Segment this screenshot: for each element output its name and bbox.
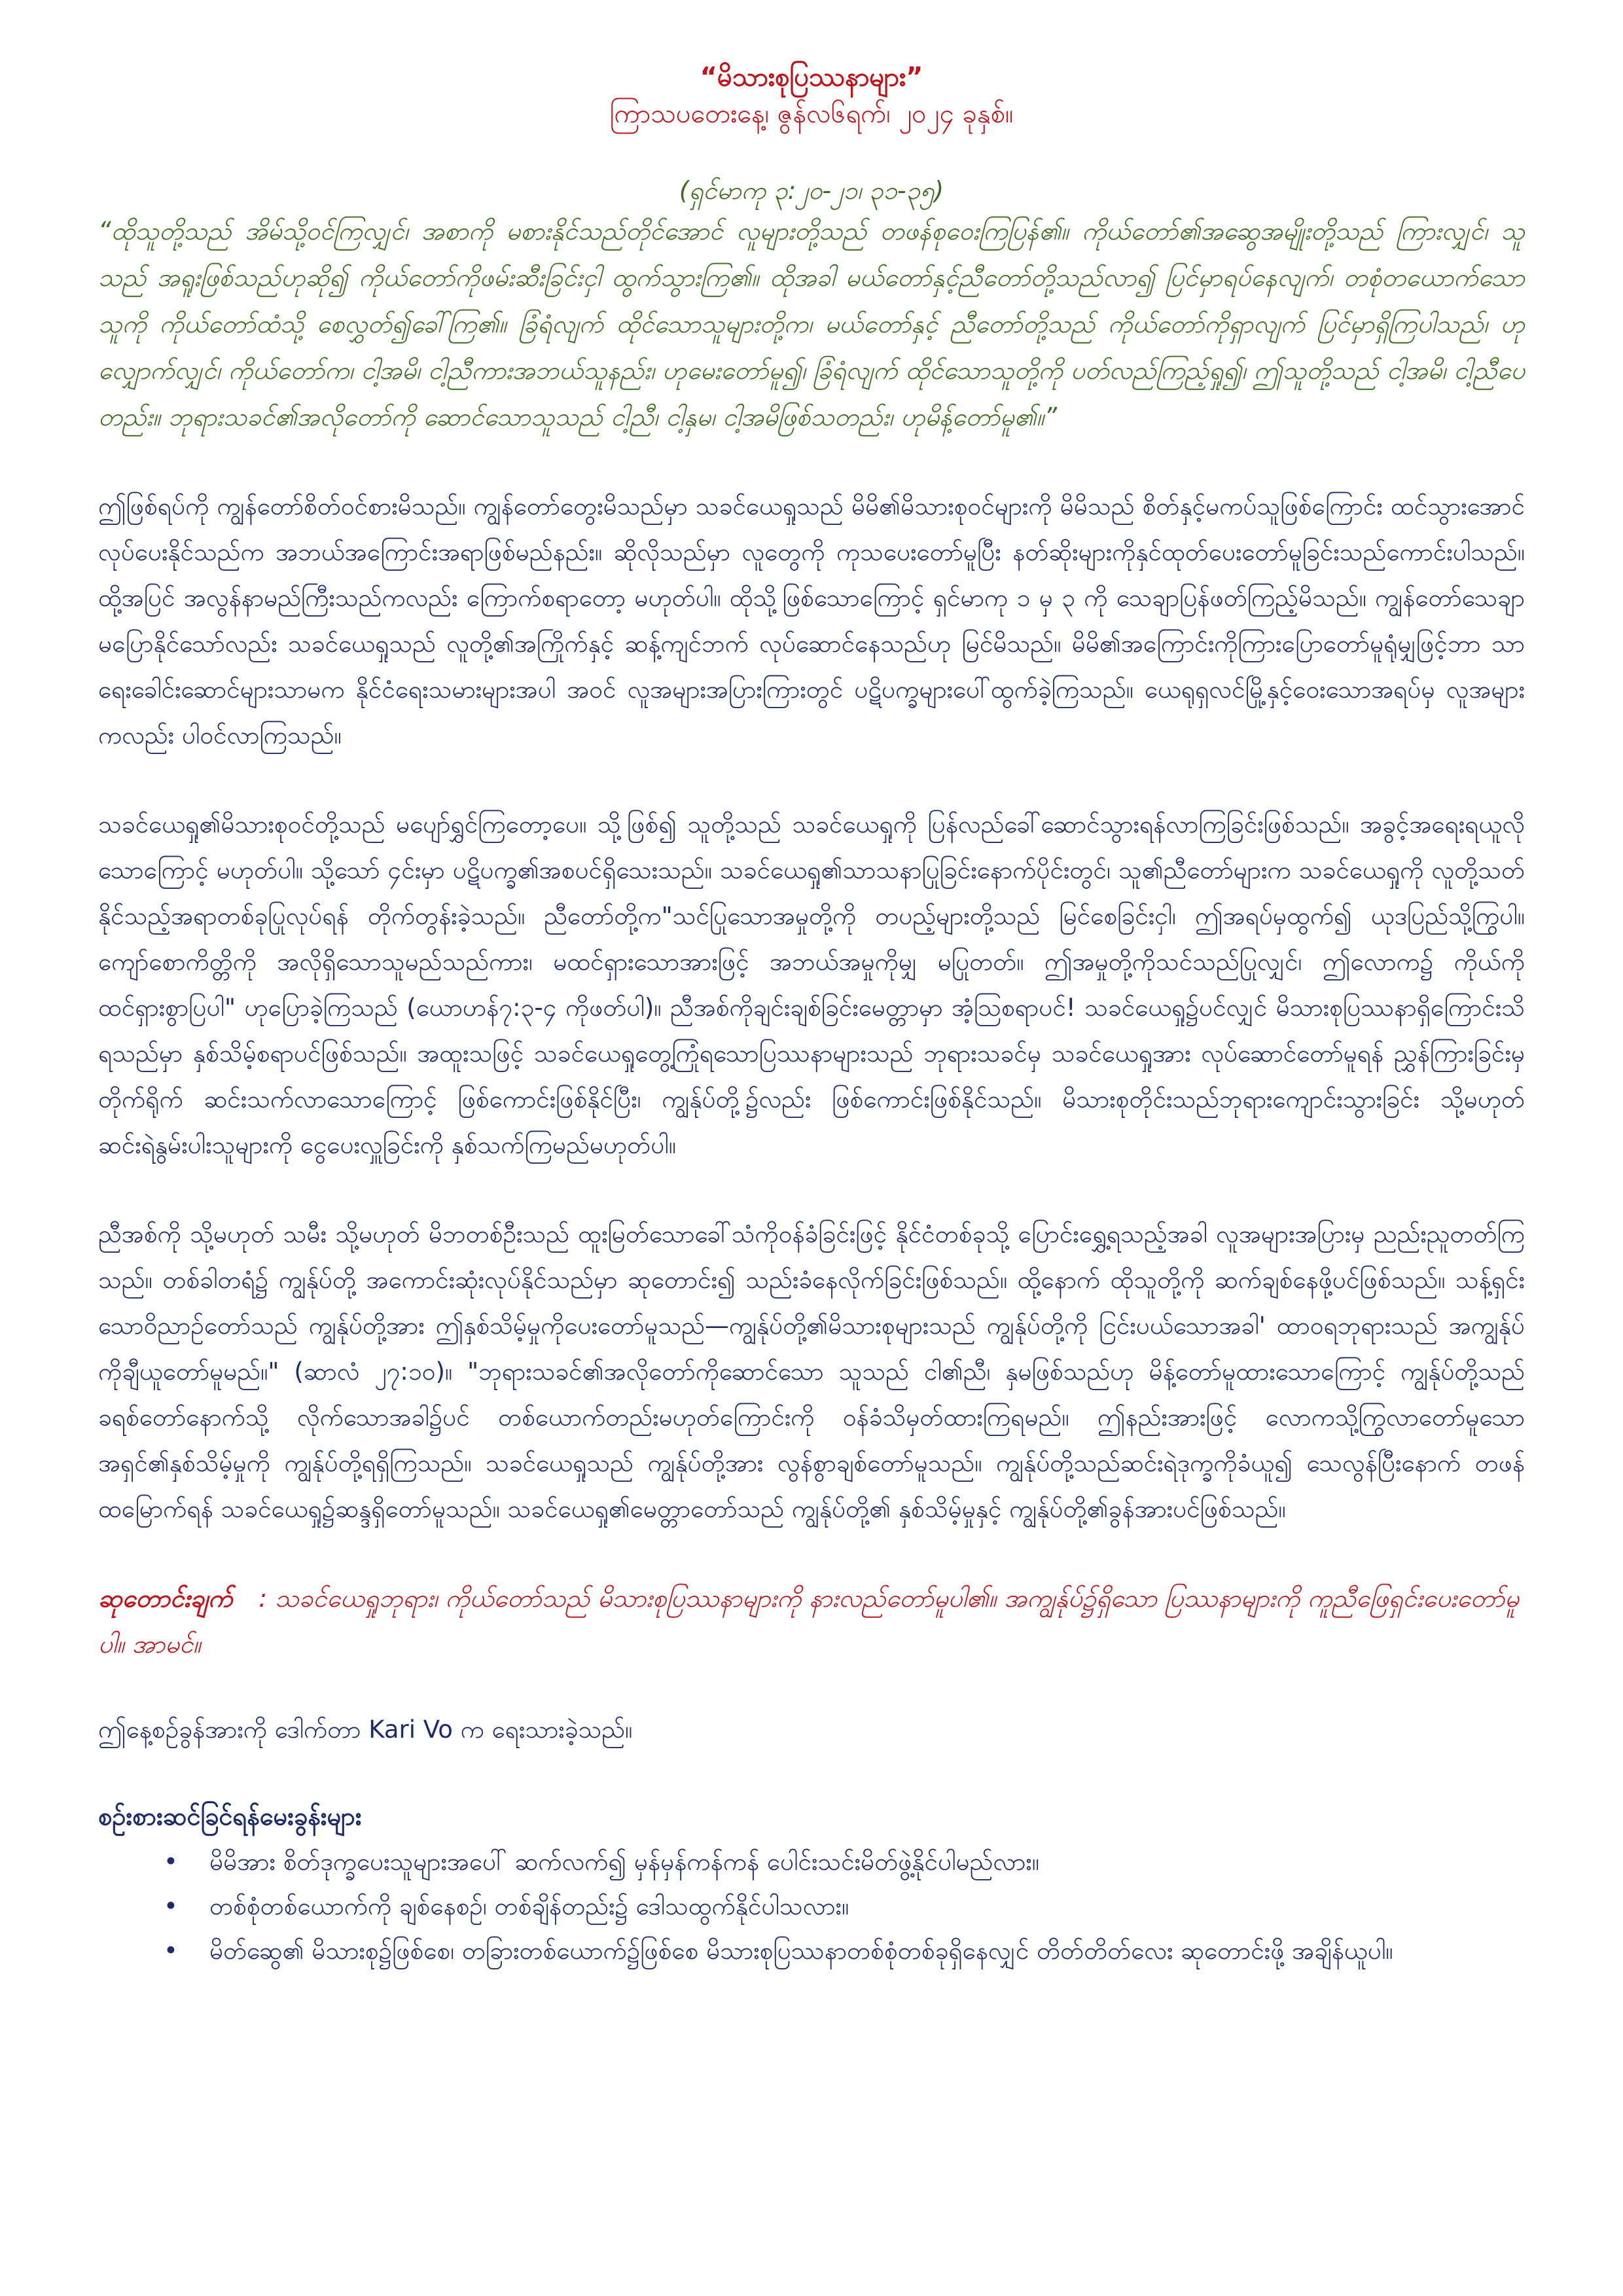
bullet-icon: • (164, 1848, 178, 1876)
body-paragraph-1: ဤဖြစ်ရပ်ကို ကျွန်တော်စိတ်ဝင်စားမိသည်။ ကျွန်တော်တွေးမိသည်မှာ သခင်ယေရှုသည် မိမိ၏မိသားစုဝင်များကို မိမိသည် စိတ်နှင့်မကပ်သူဖြစ်ကြောင်း ထင်သွားအောင် လုပ်ပေးနိုင်သည်က အဘယ်အကြောင်းအရာဖြစ်မည်နည်း။ ဆိုလိုသည်မှာ လူတွေကို ကုသပေးတော်မူပြီး နတ်ဆိုးများကိုနှင်ထုတ်ပေးတော်မူခြင်းသည်ကောင်းပါသည်။ ထို့အပြင် အလွန်နာမည်ကြီးသည်ကလည်း ကြောက်စရာတော့ မဟုတ်ပါ။ ထိုသို့ဖြစ်သောကြောင့် ရှင်မာကု ၁ မှ ၃ ကို သေချာပြန်ဖတ်ကြည့်မိသည်။ ကျွန်တော်သေချာမပြောနိုင်သော်လည်း သခင်ယေရှုသည် လူတို့၏အကြိုက်နှင့် ဆန့်ကျင်ဘက် လုပ်ဆောင်နေသည်ဟု မြင်မိသည်။ မိမိ၏အကြောင်းကိုကြားပြောတော်မူရုံမျှဖြင့်ဘာ သာရေးခေါင်းဆောင်များသာမက နိုင်ငံရေးသမားများအပါ အဝင် လူအများအပြားကြားတွင် ပဋိပက္ခများပေါ်ထွက်ခဲ့ကြသည်။ ယေရုရှလင်မြို့နှင့်ဝေးသောအရပ်မှ လူအများကလည်း ပါဝင်လာကြသည်။ (98, 492, 1525, 749)
page-date: ကြာသပတေးနေ့၊ ဇွန်လ၆ရက်၊ ၂၀၂၄ ခုနှစ်။ (609, 99, 1014, 129)
questions-list (98, 1840, 1525, 1973)
question-item (164, 1929, 1525, 1973)
questions-heading: စဉ်းစားဆင်ခြင်ရန်မေးခွန်းများ (98, 1802, 362, 1831)
scripture-text: “ထိုသူတို့သည် အိမ်သို့ဝင်ကြလျှင်၊ အစာကို မစားနိုင်သည်တိုင်အောင် လူများတို့သည် တဖန်စုဝေးကြပြန်၏။ ကိုယ်တော်၏အဆွေအမျိုးတို့သည် ကြားလျှင်၊ သူသည် အရူးဖြစ်သည်ဟုဆို၍ ကိုယ်တော်ကိုဖမ်းဆီးခြင်းငှါ ထွက်သွားကြ၏။ ထိုအခါ မယ်တော်နှင့်ညီတော်တို့သည်လာ၍ ပြင်မှာရပ်နေလျက်၊ တစုံတယောက်သောသူကို ကိုယ်တော်ထံသို့ စေလွှတ်၍ခေါ်ကြ၏။ ခြံရံလျက် ထိုင်သောသူများတို့က၊ မယ်တော်နှင့် ညီတော်တို့သည် ကိုယ်တော်ကိုရှာလျက် ပြင်မှာရှိကြပါသည်၊ ဟုလျှောက်လျှင်၊ ကိုယ်တော်က၊ ငါ့အမိ၊ ငါ့ညီကားအဘယ်သူနည်း၊ ဟုမေးတော်မူ၍၊ ခြံရံလျက် ထိုင်သောသူတို့ကို ပတ်လည်ကြည့်ရှု၍၊ ဤသူတို့သည် ငါ့အမိ၊ ငါ့ညီပေတည်း။ ဘုရားသခင်၏အလိုတော်ကို ဆောင်သောသူသည် ငါ့ညီ၊ ငါ့နှမ၊ ငါ့အမိဖြစ်သတည်း၊ ဟုမိန့်တော်မူ၏။” (98, 217, 1525, 431)
prayer-block (98, 1575, 1525, 1667)
page-title: “မိသားစုပြဿနာများ” (700, 62, 923, 92)
prayer-text: : သခင်ယေရှုဘုရား၊ ကိုယ်တော်သည် မိသားစုပြဿနာများကို နားလည်တော်မူပါ၏။ အကျွန်ုပ်၌ရှိသော ပြဿနာများကို ကူညီဖြေရှင်းပေးတော်မူပါ။ အာမင်။ (98, 1584, 1520, 1659)
question-text: မိတ်ဆွေ၏ မိသားစု၌ဖြစ်စေ၊ တခြားတစ်ယောက်၌ဖြစ်စေ မိသားစုပြဿနာတစ်စုံတစ်ခုရှိနေလျှင် တိတ်တိတ်လေး ဆုတောင်းဖို့ အချိန်ယူပါ။ (209, 1937, 1393, 1965)
body-paragraph-3: ညီအစ်ကို သို့မဟုတ် သမီး သို့မဟုတ် မိဘတစ်ဦးသည် ထူးမြတ်သောခေါ်သံကိုဝန်ခံခြင်းဖြင့် နိုင်ငံတစ်ခုသို့ ပြောင်းရွှေ့ရသည့်အခါ လူအများအပြားမှ ညည်းညူတတ်ကြသည်။ တစ်ခါတရံ၌ ကျွန်ုပ်တို့ အကောင်းဆုံးလုပ်နိုင်သည်မှာ ဆုတောင်း၍ သည်းခံနေလိုက်ခြင်းဖြစ်သည်။ ထို့နောက် ထိုသူတို့ကို ဆက်ချစ်နေဖို့ပင်ဖြစ်သည်။ သန့်ရှင်းသောဝိညာဉ်တော်သည် ကျွန်ုပ်တို့အား ဤနှစ်သိမ့်မှုကိုပေးတော်မူသည်—ကျွန်ုပ်တို့၏မိသားစုများသည် ကျွန်ုပ်တို့ကို ငြင်းပယ်သောအခါ' ထာဝရဘုရားသည် အကျွန်ုပ်ကိုချီယူတော်မူမည်။" (ဆာလံ ၂၇:၁၀)။ "ဘုရားသခင်၏အလိုတော်ကိုဆောင်သော သူသည် ငါ၏ညီ၊ နှမဖြစ်သည်ဟု မိန့်တော်မူထားသောကြောင့် ကျွန်ုပ်တို့သည် ခရစ်တော်နောက်သို့ လိုက်သောအခါ၌ပင် တစ်ယောက်တည်းမဟုတ်ကြောင်းကို ဝန်ခံသိမှတ်ထားကြရမည်။ ဤနည်းအားဖြင့် လောကသို့ကြွလာတော်မူသောအရှင်၏နှစ်သိမ့်မှုကို ကျွန်ုပ်တို့ရရှိကြသည်။ သခင်ယေရှုသည် ကျွန်ုပ်တို့အား လွန်စွာချစ်တော်မူသည်။ ကျွန်ုပ်တို့သည်ဆင်းရဲဒုက္ခကိုခံယူ၍ သေလွန်ပြီးနောက် တဖန်ထမြောက်ရန် သခင်ယေရှု၌ဆန္ဒရှိတော်မူသည်။ သခင်ယေရှု၏မေတ္တာတော်သည် ကျွန်ုပ်တို့၏ နှစ်သိမ့်မှုနှင့် ကျွန်ုပ်တို့၏ခွန်အားပင်ဖြစ်သည်။ (98, 1220, 1525, 1523)
author-credit: ဤနေ့စဉ်ခွန်အားကို ဒေါက်တာ Kari Vo က ရေးသားခဲ့သည်။ (98, 1715, 633, 1744)
body-paragraph-2: သခင်ယေရှု၏မိသားစုဝင်တို့သည် မပျော်ရွှင်ကြတော့ပေ။ သို့ဖြစ်၍ သူတို့သည် သခင်ယေရှုကို ပြန်လည်ခေါ်ဆောင်သွားရန်လာကြခြင်းဖြစ်သည်။ အခွင့်အရေးရယူလိုသောကြောင့် မဟုတ်ပါ။ သို့သော် ၄င်းမှာ ပဋိပက္ခ၏အစပင်ရှိသေးသည်။ သခင်ယေရှု၏သာသနာပြုခြင်းနောက်ပိုင်းတွင်၊ သူ၏ညီတော်များက သခင်ယေရှုကို လူတို့သတ်နိုင်သည့်အရာတစ်ခုပြုလုပ်ရန် တိုက်တွန်းခဲ့သည်။ ညီတော်တို့က"သင်ပြုသောအမှုတို့ကို တပည့်များတို့သည် မြင်စေခြင်းငှါ၊ ဤအရပ်မှထွက်၍ ယုဒပြည်သို့ကြွပါ။ ကျော်စောကိတ္တိကို အလိုရှိသောသူမည်သည်ကား၊ မထင်ရှားသောအားဖြင့် အဘယ်အမှုကိုမျှ မပြုတတ်။ ဤအမှုတို့ကိုသင်သည်ပြုလျှင်၊ ဤလောက၌ ကိုယ်ကိုထင်ရှားစွာပြပါ" ဟုပြောခဲ့ကြသည် (ယောဟန်၇:၃-၄ ကိုဖတ်ပါ)။ ညီအစ်ကိုချင်းချစ်ခြင်းမေတ္တာမှာ အံ့သြစရာပင်! သခင်ယေရှု၌ပင်လျှင် မိသားစုပြဿနာရှိကြောင်းသိရသည်မှာ နှစ်သိမ့်စရာပင်ဖြစ်သည်။ အထူးသဖြင့် သခင်ယေရှုတွေ့ကြုံရသောပြဿနာများသည် ဘုရားသခင်မှ သခင်ယေရှုအား လုပ်ဆောင်တော်မူရန် ညွှန်ကြားခြင်းမှ တိုက်ရိုက် ဆင်းသက်လာသောကြောင့် ဖြစ်ကောင်းဖြစ်နိုင်ပြီး၊ ကျွန်ုပ်တို့၌လည်း ဖြစ်ကောင်းဖြစ်နိုင်သည်။ မိသားစုတိုင်းသည်ဘုရားကျောင်းသွားခြင်း သို့မဟုတ် ဆင်းရဲနွမ်းပါးသူများကို ငွေပေးလှူခြင်းကို နှစ်သက်ကြမည်မဟုတ်ပါ။ (98, 810, 1525, 1159)
bullet-icon: • (164, 1937, 178, 1965)
prayer-label: ဆုတောင်းချက် (98, 1584, 233, 1613)
question-item (164, 1884, 1525, 1929)
question-text: မိမိအား စိတ်ဒုက္ခပေးသူများအပေါ် ဆက်လက်၍ မှန်မှန်ကန်ကန် ပေါင်းသင်းမိတ်ဖွဲ့နိုင်ပါမည်လား။ (209, 1848, 1039, 1876)
question-item (164, 1840, 1525, 1884)
bullet-icon: • (164, 1892, 178, 1920)
question-text: တစ်စုံတစ်ယောက်ကို ချစ်နေစဉ်၊ တစ်ချိန်တည်း၌ ဒေါသထွက်နိုင်ပါသလား။ (209, 1892, 849, 1920)
devotional-page (98, 59, 1525, 1973)
scripture-reference: (ရှင်မာကု ၃:၂၀-၂၁၊ ၃၁-၃၅) (679, 176, 944, 205)
